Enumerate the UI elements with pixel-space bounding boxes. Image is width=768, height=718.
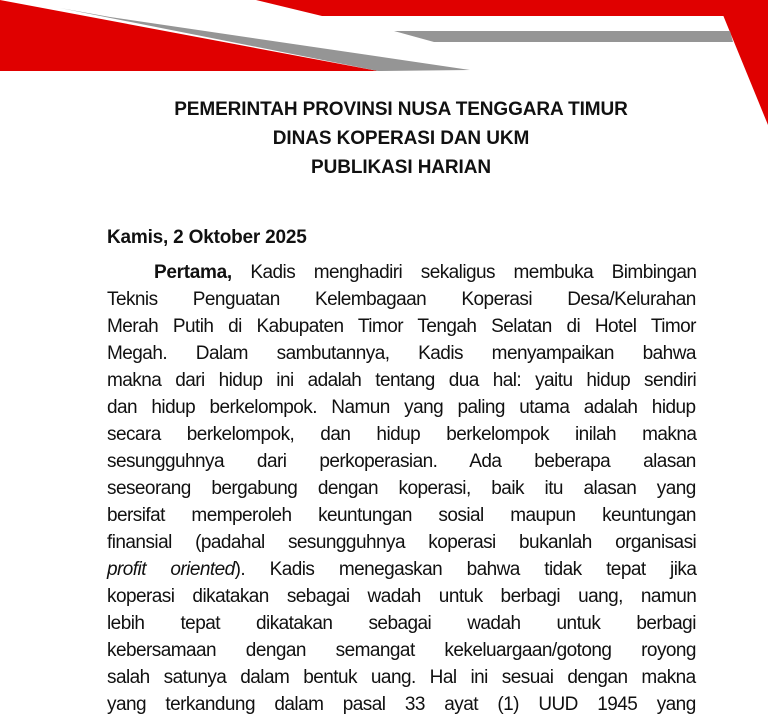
letterhead-gray-bar [394, 31, 733, 42]
publication-date: Kamis, 2 Oktober 2025 [107, 227, 307, 248]
paragraph-line: profit oriented). Kadis menegaskan bahwa tidak tepat jika [107, 559, 697, 580]
paragraph-line: Merah Putih di Kabupaten Timor Tengah Selatan di Hotel Timor [107, 316, 696, 337]
paragraph-line: sesungguhnya dari perkoperasian. Ada beberapa alasan [107, 451, 696, 472]
heading-province: PEMERINTAH PROVINSI NUSA TENGGARA TIMUR [174, 99, 628, 120]
paragraph-line: Teknis Penguatan Kelembagaan Koperasi Desa/Kelurahan [107, 289, 696, 310]
paragraph-line: Pertama, Kadis menghadiri sekaligus membuka Bimbingan [154, 262, 697, 283]
heading-agency: DINAS KOPERASI DAN UKM [272, 128, 530, 149]
document-heading [0, 95, 768, 182]
report-paragraph [107, 259, 696, 718]
paragraph-line: bersifat memperoleh keuntungan sosial maupun keuntungan [107, 505, 696, 526]
paragraph-line: koperasi dikatakan sebagai wadah untuk berbagi uang, namun [107, 586, 697, 607]
paragraph-line: dan hidup berkelompok. Namun yang paling utama adalah hidup [107, 397, 696, 418]
paragraph-line: lebih tepat dikatakan sebagai wadah untuk berbagi [107, 613, 696, 634]
italic-phrase: profit oriented [107, 559, 235, 580]
heading-publication-type: PUBLIKASI HARIAN [311, 157, 491, 178]
letterhead-top-red-band [256, 0, 768, 16]
paragraph-line: salah satunya dalam bentuk uang. Hal ini sesuai dengan makna [107, 667, 696, 688]
paragraph-line: yang terkandung dalam pasal 33 ayat (1) UUD 1945 yang [107, 694, 696, 715]
paragraph-line: Megah. Dalam sambutannya, Kadis menyampaikan bahwa [107, 343, 696, 364]
paragraph-line: kebersamaan dengan semangat kekeluargaan/gotong royong [107, 640, 696, 661]
paragraph-line: secara berkelompok, dan hidup berkelompok inilah makna [107, 424, 697, 445]
paragraph-line: makna dari hidup ini adalah tentang dua hal: yaitu hidup sendiri [107, 370, 697, 391]
paragraph-line: finansial (padahal sesungguhnya koperasi bukanlah organisasi [107, 532, 697, 553]
lead-label: Pertama, [154, 262, 232, 283]
paragraph-line: seseorang bergabung dengan koperasi, baik itu alasan yang [107, 478, 696, 499]
